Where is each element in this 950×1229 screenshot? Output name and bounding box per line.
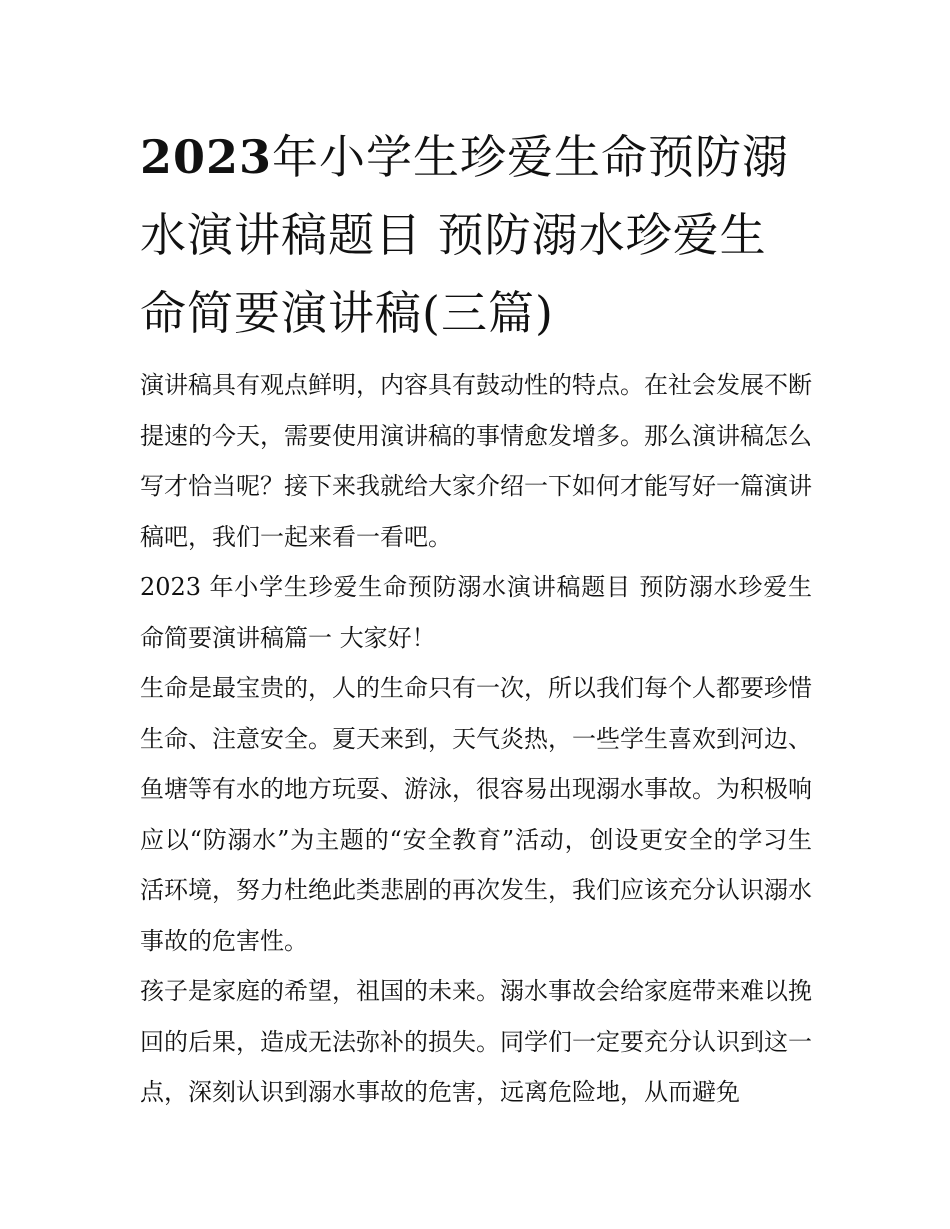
paragraph-body-1: 生命是最宝贵的，人的生命只有一次，所以我们每个人都要珍惜生命、注意安全。夏天来到，天气炎热，一些学生喜欢到河边、鱼塘等有水的地方玩耍、游泳，很容易出现溺水事故。为积极响应以“防溺水”为主题的“安全教育”活动，创设更安全的学习生活环境，努力杜绝此类悲剧的再次发生，我们应该充分认识溺水事故的危害性。 xyxy=(140,674,812,955)
paragraph-intro: 演讲稿具有观点鲜明，内容具有鼓动性的特点。在社会发展不断提速的今天，需要使用演讲稿的事情愈发增多。那么演讲稿怎么写才恰当呢？接下来我就给大家介绍一下如何才能写好一篇演讲稿吧，我们一起来看一看吧。 xyxy=(140,371,812,551)
paragraph-body-2: 孩子是家庭的希望，祖国的未来。溺水事故会给家庭带来难以挽回的后果，造成无法弥补的损失。同学们一定要充分认识到这一点，深刻认识到溺水事故的危害，远离危险地，从而避免 xyxy=(140,977,812,1106)
paragraph-heading: 2023 年小学生珍爱生命预防溺水演讲稿题目 预防溺水珍爱生命简要演讲稿篇一 大家好！ xyxy=(140,573,812,652)
title-text: 年小学生珍爱生命预防溺水演讲稿题目 预防溺水珍爱生命简要演讲稿(三篇) xyxy=(140,130,790,340)
document-page xyxy=(140,118,812,1118)
document-title xyxy=(140,118,812,352)
title-year: 2023 xyxy=(140,130,273,184)
